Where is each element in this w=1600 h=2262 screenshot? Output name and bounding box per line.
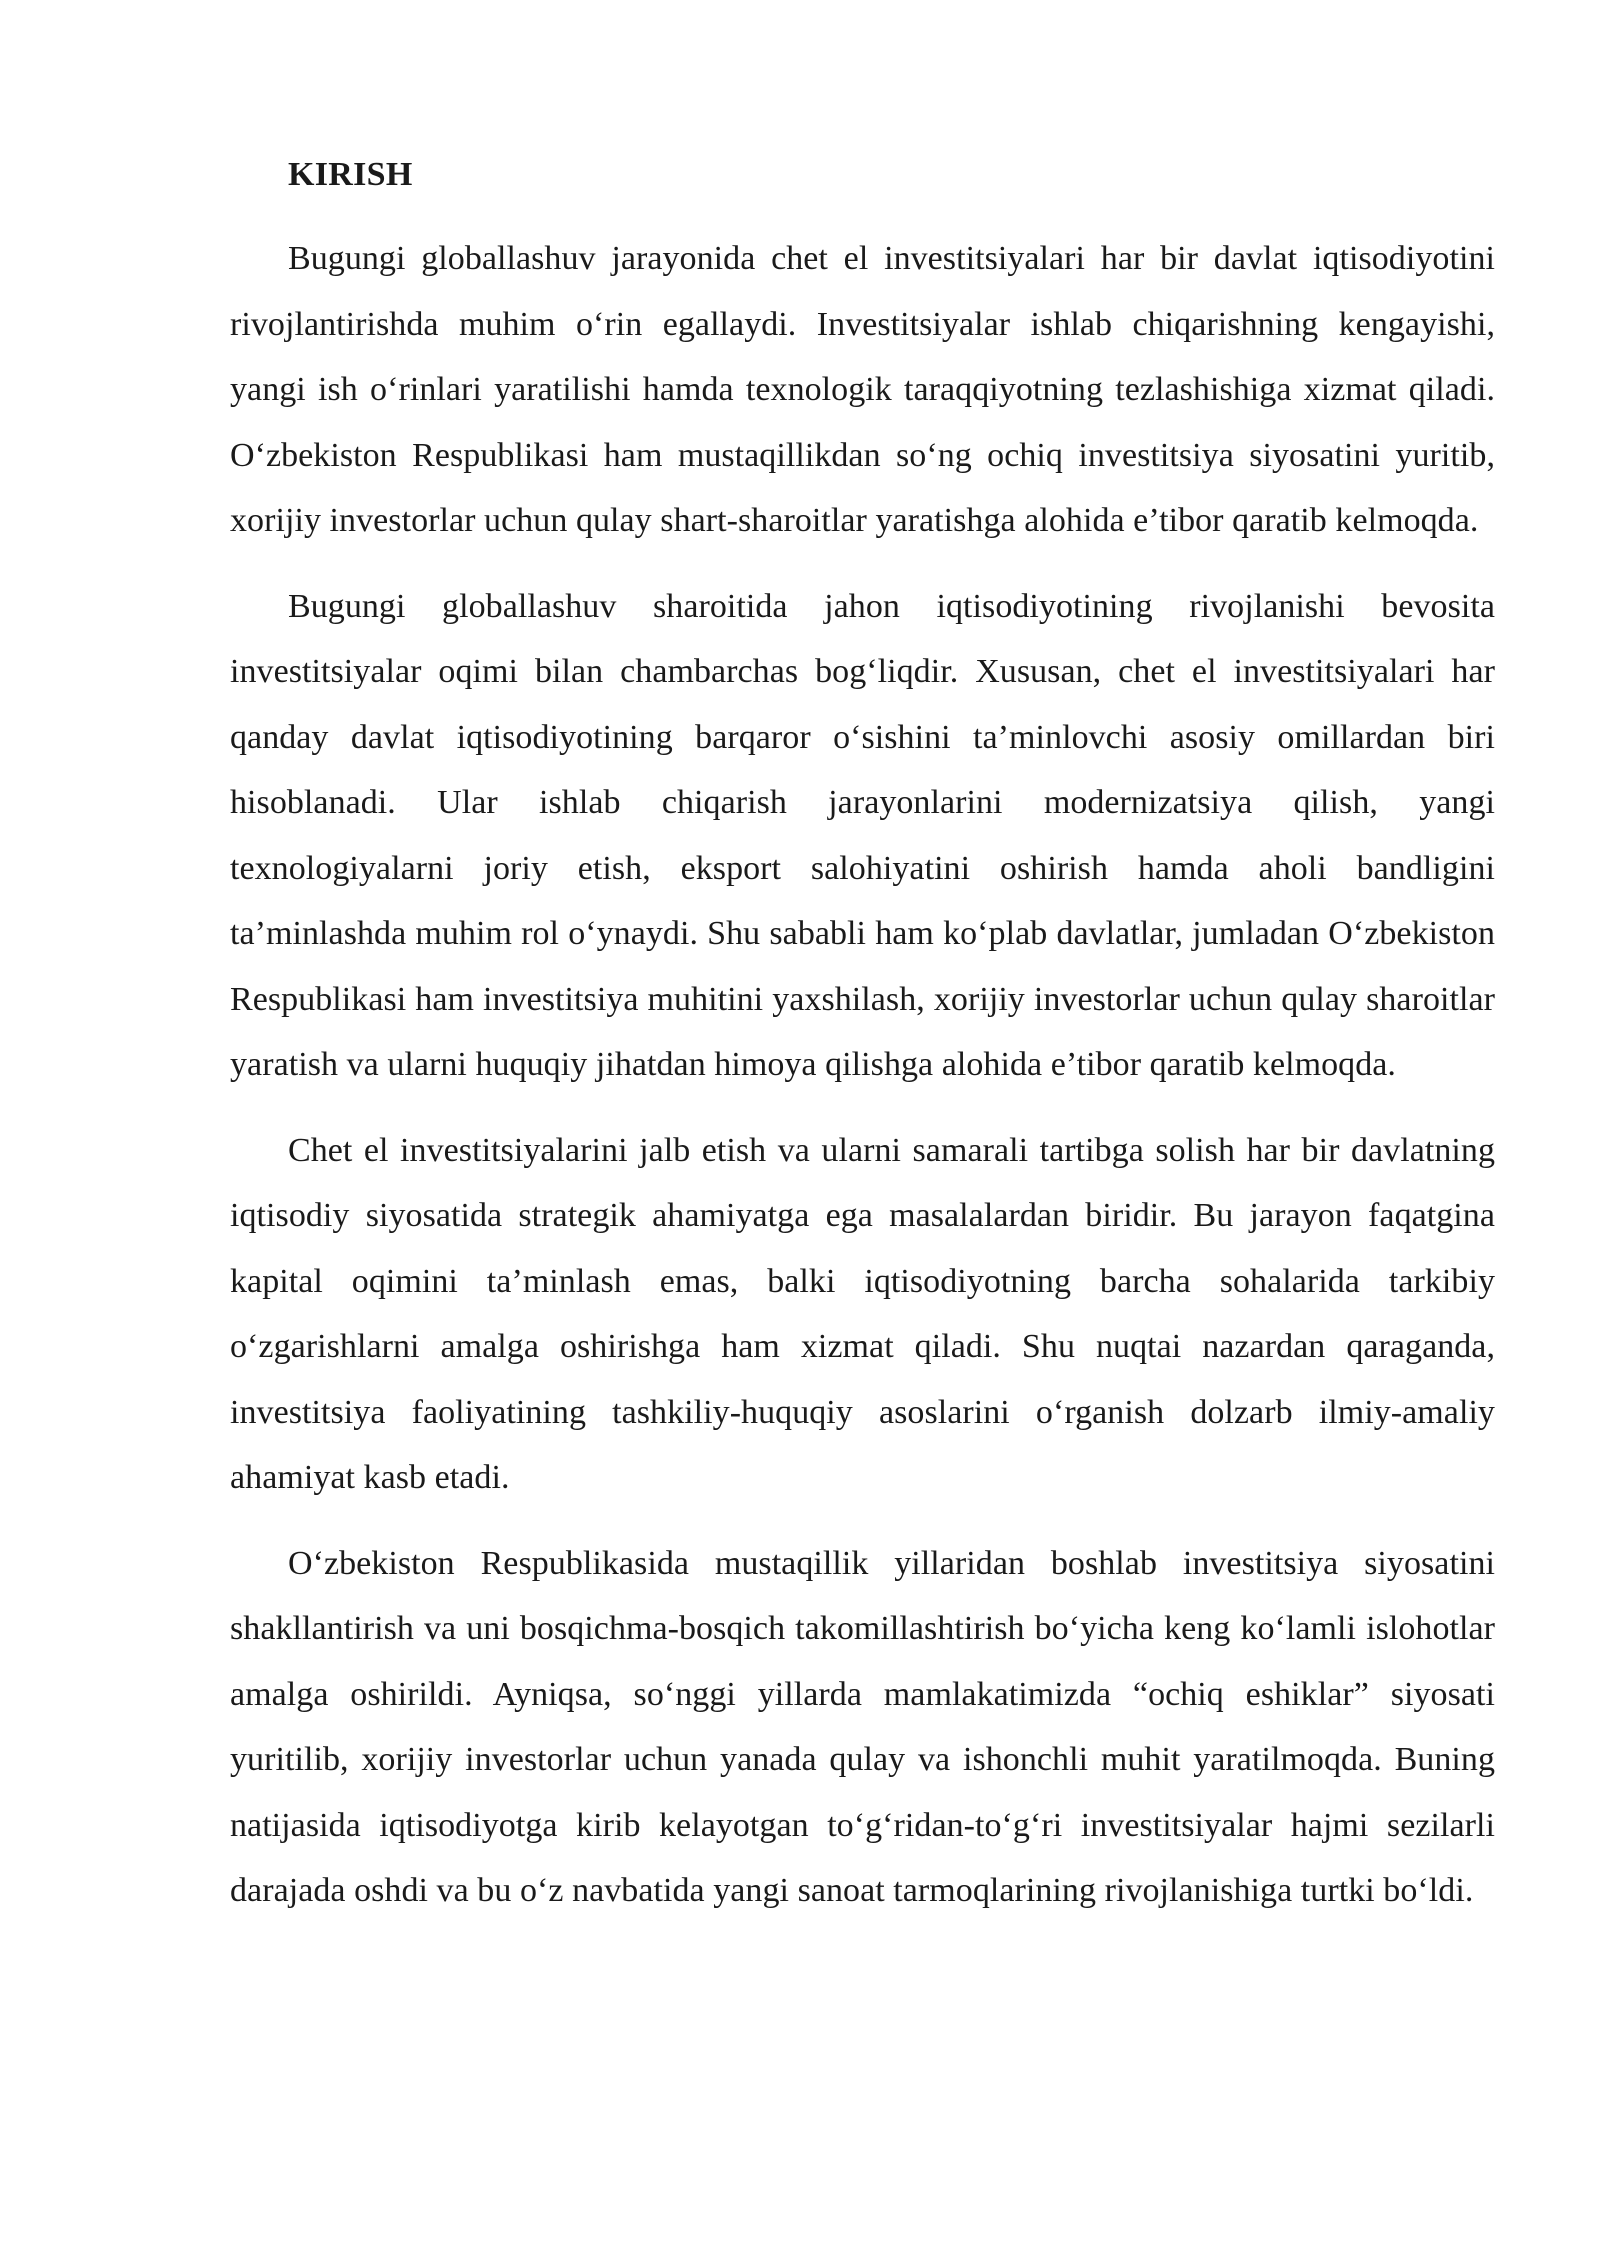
paragraph-1: Bugungi globallashuv jarayonida chet el investitsiyalari har bir davlat iqtisodiyotini rivojlantirishda muhim o‘rin egallaydi. Investitsiyalar ishlab chiqarishning kengayishi, yangi ish o‘rinlari yaratilishi hamda texnologik taraqqiyotning tezlashishiga xizmat qiladi. O‘zbekiston Respublikasi ham mustaqillikdan so‘ng ochiq investitsiya siyosatini yuritib, xorijiy investorlar uchun qulay shart-sharoitlar yaratishga alohida e’tibor qaratib kelmoqda. xyxy=(230,240,1495,539)
document-body xyxy=(230,148,1495,1944)
section-heading: KIRISH xyxy=(288,156,413,193)
paragraph-2: Bugungi globallashuv sharoitida jahon iqtisodiyotining rivojlanishi bevosita investitsiyalar oqimi bilan chambarchas bog‘liqdir. Xususan, chet el investitsiyalari har qanday davlat iqtisodiyotining barqaror o‘sishini ta’minlovchi asosiy omillardan biri hisoblanadi. Ular ishlab chiqarish jarayonlarini modernizatsiya qilish, yangi texnologiyalarni joriy etish, eksport salohiyatini oshirish hamda aholi bandligini ta’minlashda muhim rol o‘ynaydi. Shu sababli ham ko‘plab davlatlar, jumladan O‘zbekiston Respublikasi ham investitsiya muhitini yaxshilash, xorijiy investorlar uchun qulay sharoitlar yaratish va ularni huquqiy jihatdan himoya qilishga alohida e’tibor qaratib kelmoqda. xyxy=(230,587,1495,1083)
paragraph-3: Chet el investitsiyalarini jalb etish va ularni samarali tartibga solish har bir davlatning iqtisodiy siyosatida strategik ahamiyatga ega masalalardan biridir. Bu jarayon faqatgina kapital oqimini ta’minlash emas, balki iqtisodiyotning barcha sohalarida tarkibiy o‘zgarishlarni amalga oshirishga ham xizmat qiladi. Shu nuqtai nazardan qaraganda, investitsiya faoliyatining tashkiliy-huquqiy asoslarini o‘rganish dolzarb ilmiy-amaliy ahamiyat kasb etadi. xyxy=(230,1131,1495,1496)
paragraph-4: O‘zbekiston Respublikasida mustaqillik yillaridan boshlab investitsiya siyosatini shakllantirish va uni bosqichma-bosqich takomillashtirish bo‘yicha keng ko‘lamli islohotlar amalga oshirildi. Ayniqsa, so‘nggi yillarda mamlakatimizda “ochiq eshiklar” siyosati yuritilib, xorijiy investorlar uchun yanada qulay va ishonchli muhit yaratilmoqda. Buning natijasida iqtisodiyotga kirib kelayotgan to‘g‘ridan-to‘g‘ri investitsiyalar hajmi sezilarli darajada oshdi va bu o‘z navbatida yangi sanoat tarmoqlarining rivojlanishiga turtki bo‘ldi. xyxy=(230,1544,1495,1909)
